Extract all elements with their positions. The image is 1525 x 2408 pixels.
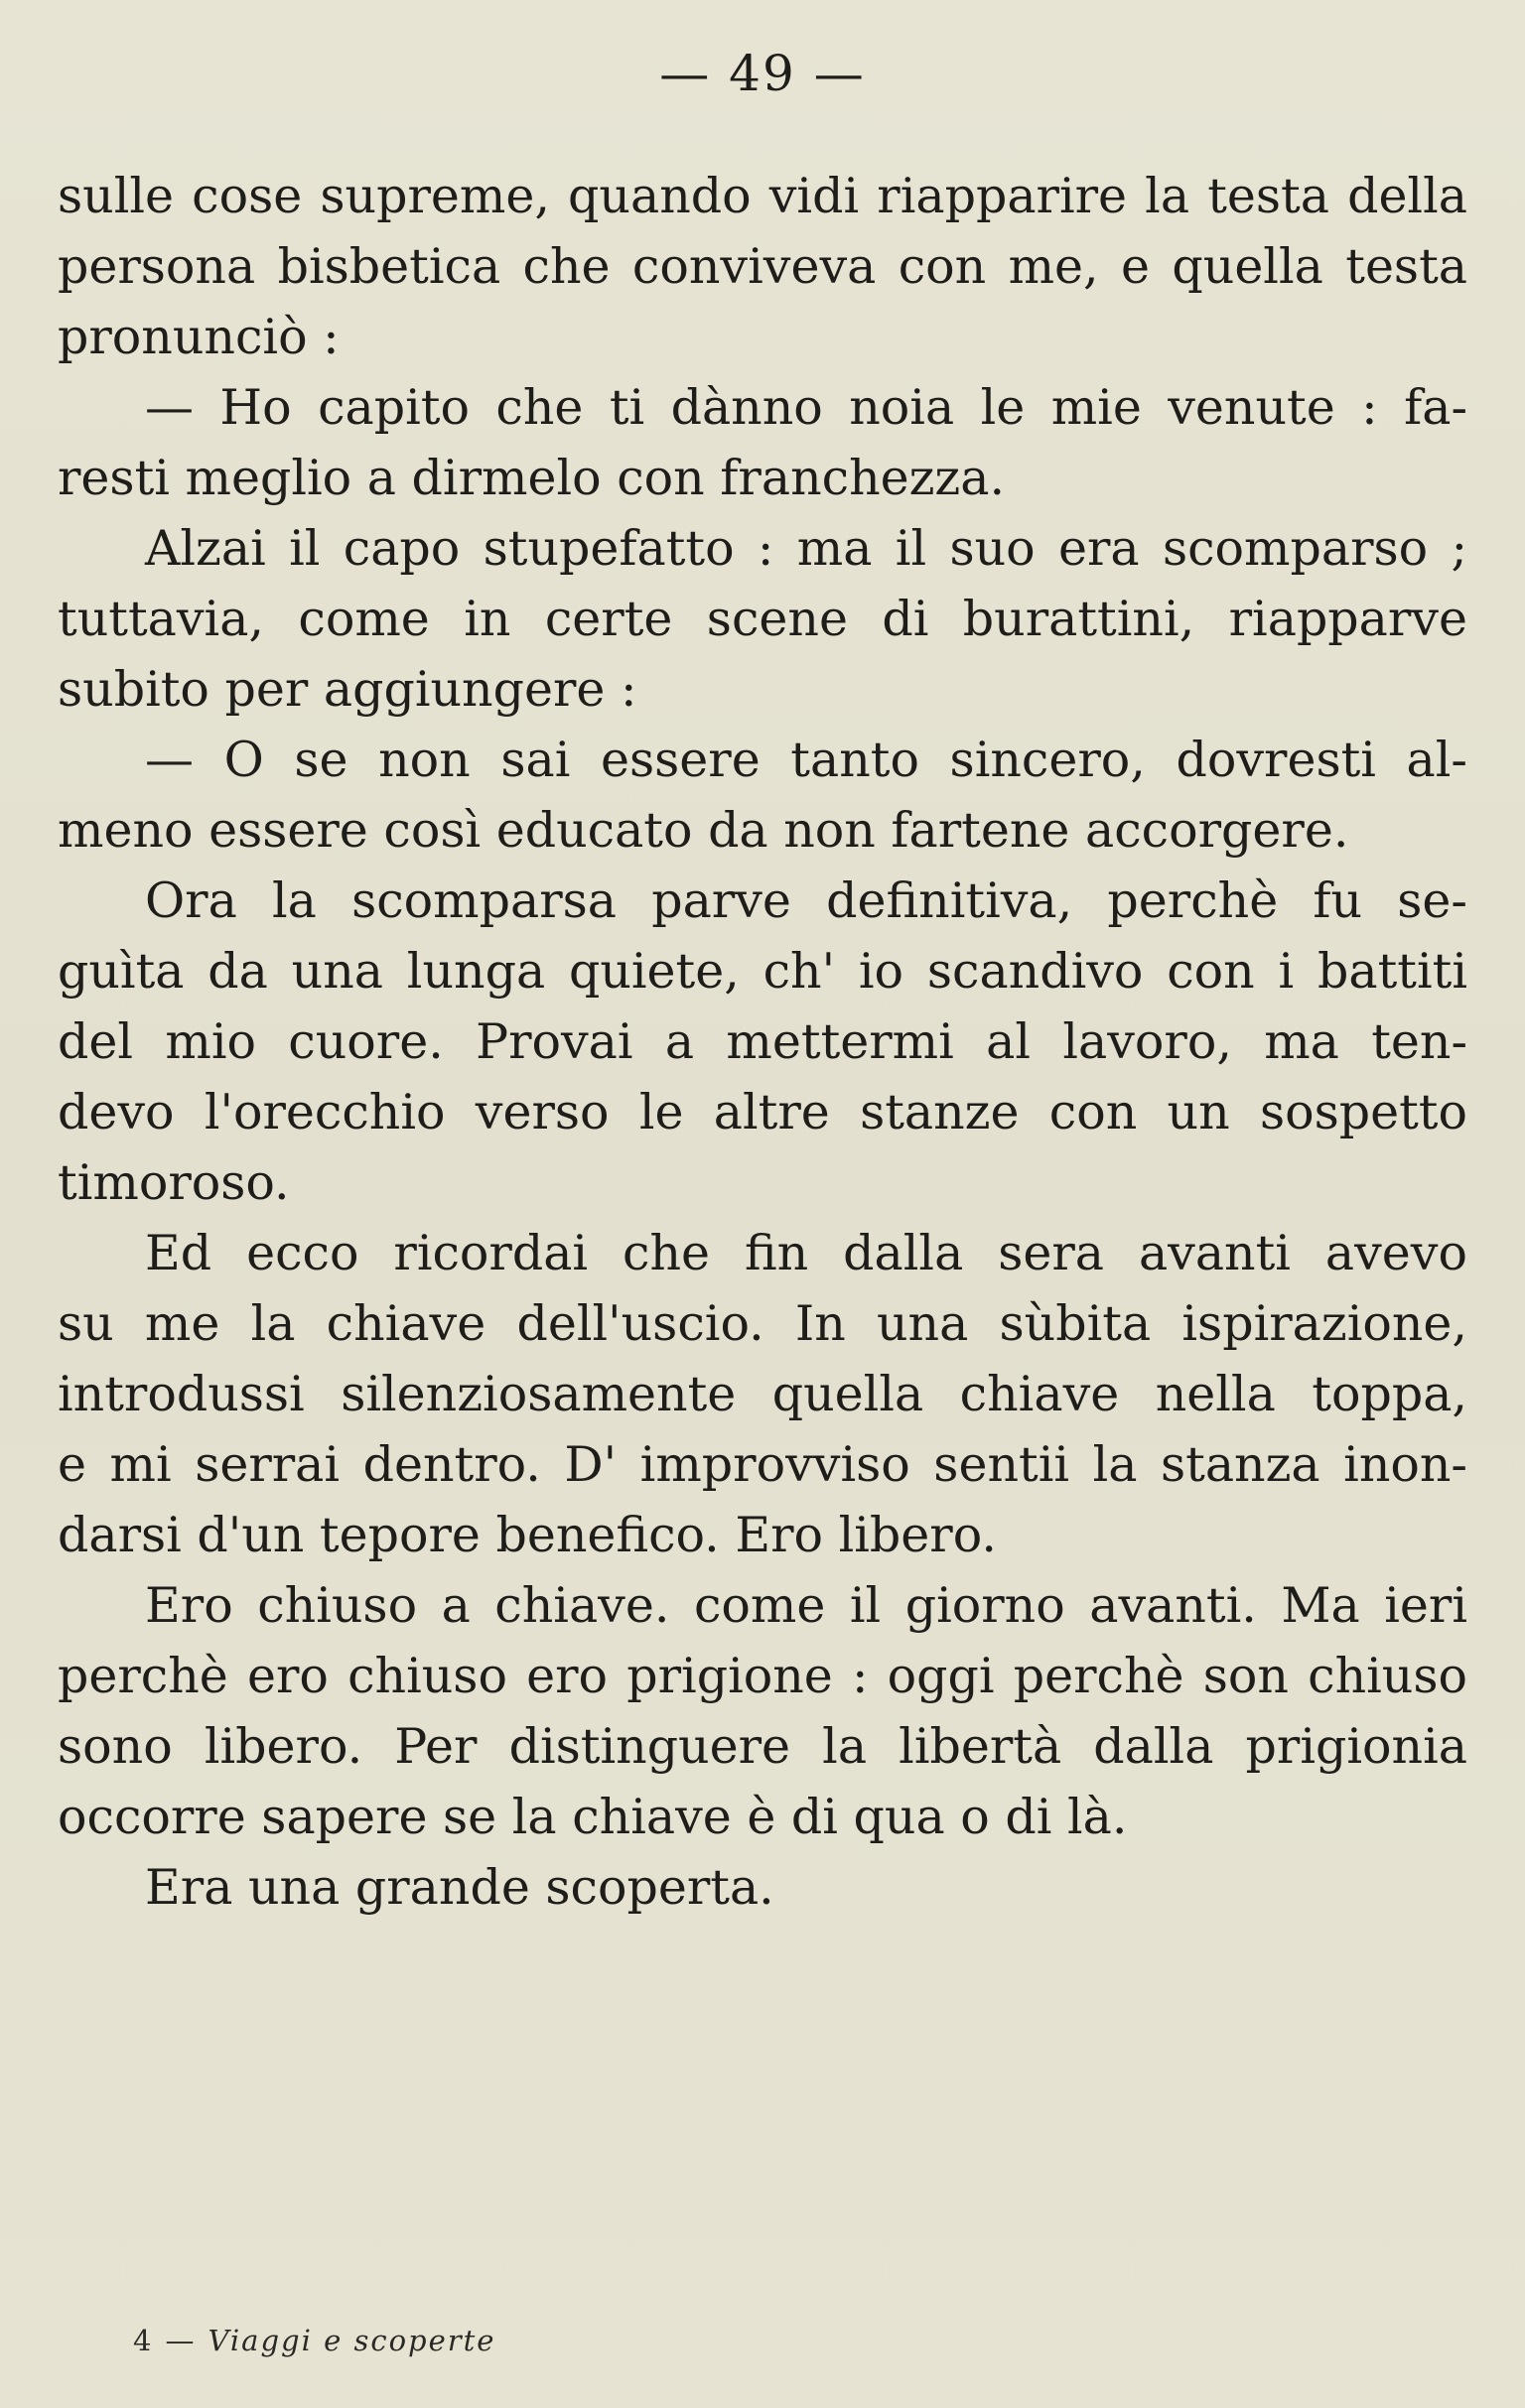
text-line: Alzai il capo stupefatto : ma il suo era scomparso ; [145,520,1467,577]
text-line: devo l'orecchio verso le altre stanze con un sospetto [58,1084,1467,1140]
text-line: e mi serrai dentro. D' improvviso sentii la stanza inon- [58,1436,1467,1493]
signature-book-title: Viaggi e scoperte [208,2324,496,2357]
text-line: Ero chiuso a chiave. come il giorno avanti. Ma ieri [145,1577,1467,1634]
signature-dash: — [165,2324,195,2357]
text-line: darsi d'un tepore benefico. Ero libero. [58,1507,997,1563]
text-line: meno essere così educato da non fartene accorgere. [58,802,1349,859]
text-line: Ed ecco ricordai che fin dalla sera avanti avevo [145,1225,1467,1281]
text-line: pronunciò : [58,309,340,365]
text-line: — Ho capito che ti dànno noia le mie venute : fa- [145,379,1467,436]
text-line: guìta da una lunga quiete, ch' io scandivo con i battiti [58,943,1467,1000]
text-line: subito per aggiungere : [58,661,637,718]
text-line: occorre sapere se la chiave è di qua o di là. [58,1789,1128,1845]
text-line: Era una grande scoperta. [145,1859,774,1916]
text-line: sono libero. Per distinguere la libertà dalla prigionia [58,1718,1467,1775]
text-line: Ora la scomparsa parve definitiva, perchè fu se- [145,872,1467,929]
text-line: del mio cuore. Provai a mettermi al lavoro, ma ten- [58,1013,1467,1070]
printer-signature [133,2323,495,2358]
text-line: resti meglio a dirmelo con franchezza. [58,450,1006,506]
signature-number: 4 [133,2324,152,2357]
text-line: — O se non sai essere tanto sincero, dovresti al- [145,732,1467,788]
text-line: persona bisbetica che conviveva con me, e quella testa [58,238,1467,295]
page-number: — 49 — [659,45,866,102]
text-line: tuttavia, come in certe scene di burattini, riapparve [58,591,1467,647]
text-line: introdussi silenziosamente quella chiave nella toppa, [58,1366,1467,1422]
text-line: sulle cose supreme, quando vidi riapparire la testa della [58,168,1467,224]
text-line: su me la chiave dell'uscio. In una sùbita ispirazione, [58,1295,1467,1352]
text-line: perchè ero chiuso ero prigione : oggi perchè son chiuso [58,1648,1467,1704]
text-line: timoroso. [58,1154,290,1211]
body-text [58,161,1467,1923]
